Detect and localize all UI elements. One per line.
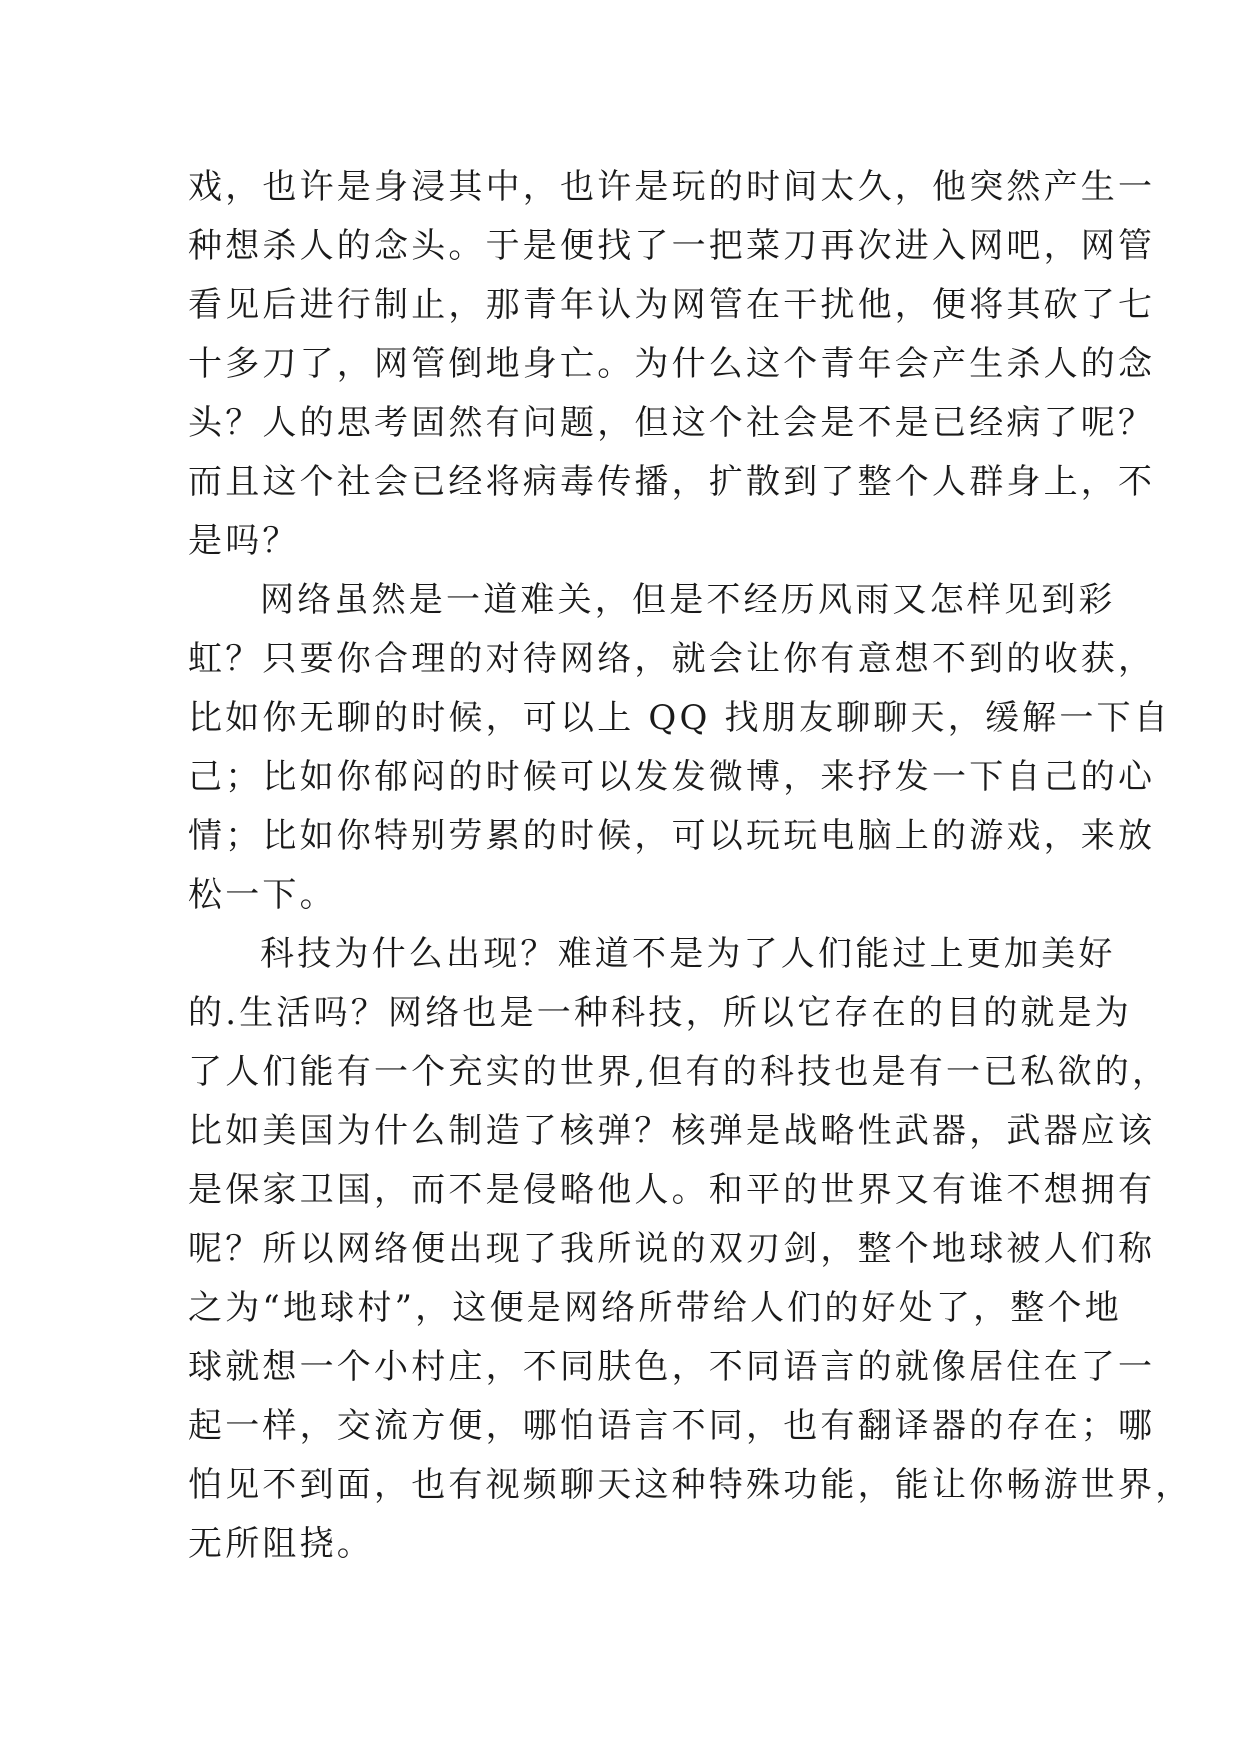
text-line: 种想杀人的念头。于是便找了一把菜刀再次进入网吧，网管 — [188, 226, 1156, 266]
text-line: 呢？所以网络便出现了我所说的双刃剑，整个地球被人们称 — [188, 1229, 1156, 1269]
text-line: 的.生活吗？网络也是一种科技，所以它存在的目的就是为 — [188, 993, 1133, 1033]
text-line: 而且这个社会已经将病毒传播，扩散到了整个人群身上，不 — [188, 462, 1156, 502]
text-line: 头？人的思考固然有问题，但这个社会是不是已经病了呢？ — [188, 403, 1156, 443]
text-line: 十多刀了，网管倒地身亡。为什么这个青年会产生杀人的念 — [188, 344, 1156, 384]
text-line: 己；比如你郁闷的时候可以发发微博，来抒发一下自己的心 — [188, 757, 1156, 797]
text-line: 球就想一个小村庄，不同肤色，不同语言的就像居住在了一 — [188, 1347, 1156, 1387]
text-line: 看见后进行制止，那青年认为网管在干扰他，便将其砍了七 — [188, 285, 1156, 325]
text-line: 虹？只要你合理的对待网络，就会让你有意想不到的收获， — [188, 639, 1156, 679]
text-line: 怕见不到面，也有视频聊天这种特殊功能，能让你畅游世界， — [188, 1465, 1193, 1505]
text-line: 无所阻挠。 — [188, 1524, 374, 1564]
text-line: 情；比如你特别劳累的时候，可以玩玩电脑上的游戏，来放 — [188, 816, 1156, 856]
text-line: 是保家卫国，而不是侵略他人。和平的世界又有谁不想拥有 — [188, 1170, 1156, 1210]
text-line: 松一下。 — [188, 875, 337, 915]
text-line: 戏，也许是身浸其中，也许是玩的时间太久，他突然产生一 — [188, 167, 1156, 207]
text-line: 科技为什么出现？难道不是为了人们能过上更加美好 — [260, 934, 1116, 974]
text-line: 起一样，交流方便，哪怕语言不同，也有翻译器的存在；哪 — [188, 1406, 1156, 1446]
text-line: 是吗？ — [188, 521, 300, 561]
text-line: 比如你无聊的时候，可以上 QQ 找朋友聊聊天，缓解一下自 — [188, 698, 1171, 738]
text-line: 了人们能有一个充实的世界,但有的科技也是有一已私欲的， — [188, 1052, 1170, 1092]
text-line: 网络虽然是一道难关，但是不经历风雨又怎样见到彩 — [260, 580, 1116, 620]
text-line: 之为“地球村”，这便是网络所带给人们的好处了，整个地 — [188, 1288, 1122, 1328]
text-line: 比如美国为什么制造了核弹？核弹是战略性武器，武器应该 — [188, 1111, 1156, 1151]
body-text — [188, 158, 1193, 1574]
